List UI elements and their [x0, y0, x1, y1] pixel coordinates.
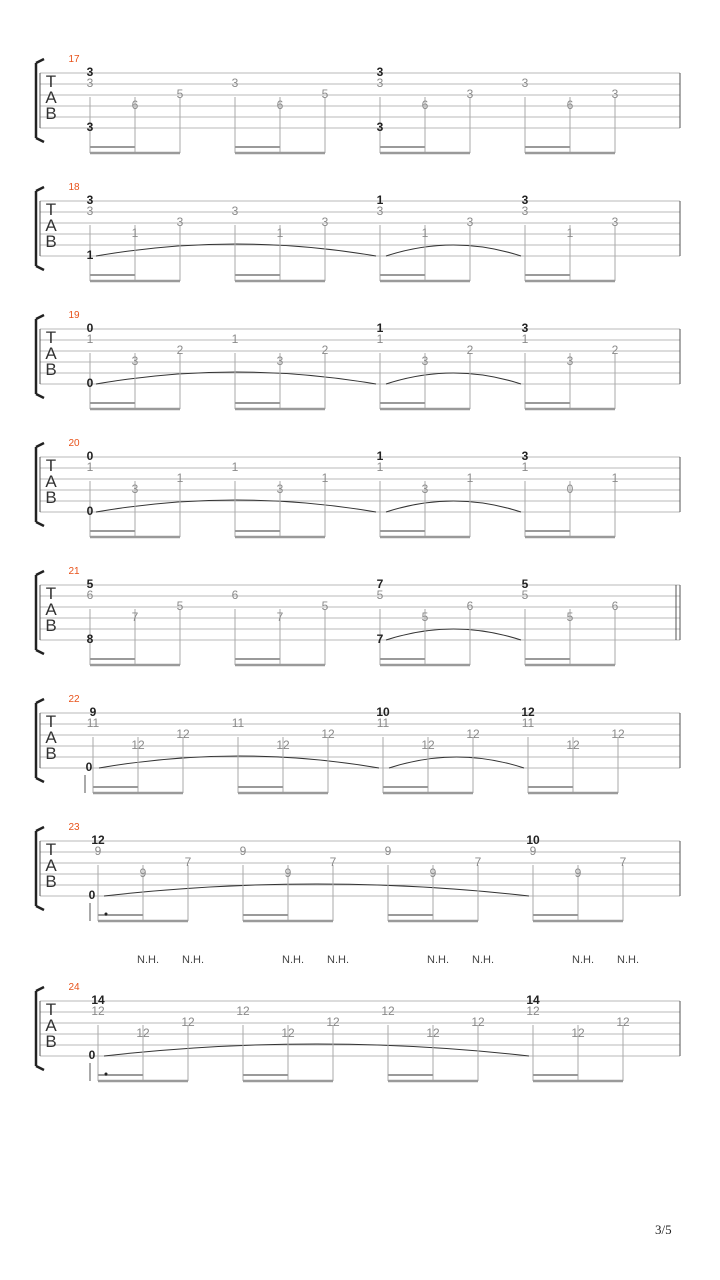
bold-fret-number: 3	[86, 65, 94, 79]
fret-number: 9	[574, 866, 582, 880]
fret-number: 12	[426, 1026, 440, 1040]
tab-clef-letter: T	[45, 712, 57, 731]
fret-number: 1	[86, 460, 94, 474]
nh-label: N.H.	[137, 954, 159, 966]
fret-number: 3	[376, 76, 384, 90]
fret-number: 1	[376, 460, 384, 474]
fret-number: 5	[321, 599, 329, 613]
tie-arc	[96, 244, 376, 256]
fret-number: 5	[176, 599, 184, 613]
fret-number: 12	[526, 1004, 540, 1018]
fret-number: 3	[131, 482, 139, 496]
fret-number: 1	[421, 226, 429, 240]
bold-fret-number: 3	[521, 449, 529, 463]
nh-label: N.H.	[617, 954, 639, 966]
fret-number: 7	[131, 610, 139, 624]
tie-arc	[96, 500, 376, 512]
bold-fret-number: 1	[86, 248, 94, 262]
fret-number: 5	[521, 588, 529, 602]
tie-arc	[389, 757, 524, 768]
fret-number: 11	[521, 716, 535, 730]
bold-fret-number: 14	[526, 993, 540, 1007]
fret-number: 6	[611, 599, 619, 613]
fret-number: 12	[616, 1015, 630, 1029]
tab-clef-letter: B	[45, 488, 57, 507]
bold-fret-number: 3	[521, 321, 529, 335]
fret-number: 2	[611, 343, 619, 357]
tab-system-17	[36, 54, 680, 153]
fret-number: 1	[611, 471, 619, 485]
fret-number: 12	[131, 738, 145, 752]
fret-number: 11	[376, 716, 390, 730]
tab-clef-letter: A	[45, 856, 57, 875]
bold-fret-number: 5	[521, 577, 529, 591]
tab-clef-letter: B	[45, 616, 57, 635]
bold-fret-number: 3	[86, 120, 94, 134]
fret-number: 9	[239, 844, 247, 858]
tie-arc	[96, 372, 376, 384]
tab-clef-letter: T	[45, 328, 57, 347]
tab-clef-letter: A	[45, 216, 57, 235]
fret-number: 3	[176, 215, 184, 229]
bold-fret-number: 0	[85, 760, 93, 774]
fret-number: 1	[86, 332, 94, 346]
tie-arc	[386, 629, 521, 640]
fret-number: 7	[184, 855, 192, 869]
fret-number: 1	[521, 332, 529, 346]
fret-number: 6	[86, 588, 94, 602]
bold-fret-number: 12	[521, 705, 535, 719]
bold-fret-number: 0	[86, 504, 94, 518]
tab-clef-letter: A	[45, 88, 57, 107]
fret-number: 3	[376, 204, 384, 218]
fret-number: 7	[276, 610, 284, 624]
measure-number: 20	[68, 438, 80, 449]
tie-arc	[386, 245, 521, 256]
bold-fret-number: 7	[376, 632, 384, 646]
fret-number: 9	[529, 844, 537, 858]
measure-number: 19	[68, 310, 80, 321]
fret-number: 6	[231, 588, 239, 602]
tab-clef-letter: B	[45, 872, 57, 891]
fret-number: 12	[471, 1015, 485, 1029]
bold-fret-number: 3	[376, 65, 384, 79]
fret-number: 1	[466, 471, 474, 485]
fret-number: 3	[86, 76, 94, 90]
measure-number: 23	[68, 822, 80, 833]
bold-fret-number: 1	[376, 321, 384, 335]
bold-fret-number: 10	[376, 705, 390, 719]
tab-clef-letter: T	[45, 584, 57, 603]
measure-number: 18	[68, 182, 80, 193]
fret-number: 0	[566, 482, 574, 496]
bold-fret-number: 7	[376, 577, 384, 591]
fret-number: 12	[571, 1026, 585, 1040]
fret-number: 3	[521, 76, 529, 90]
fret-number: 7	[474, 855, 482, 869]
fret-number: 1	[566, 226, 574, 240]
bold-fret-number: 0	[88, 1048, 96, 1062]
fret-number: 9	[139, 866, 147, 880]
tie-arc	[104, 1044, 529, 1056]
bold-fret-number: 1	[376, 449, 384, 463]
fret-number: 2	[176, 343, 184, 357]
nh-label: N.H.	[182, 954, 204, 966]
fret-number: 11	[86, 716, 100, 730]
nh-label: N.H.	[572, 954, 594, 966]
fret-number: 6	[466, 599, 474, 613]
tab-system-22	[36, 694, 680, 793]
tab-clef-letter: B	[45, 104, 57, 123]
fret-number: 6	[131, 98, 139, 112]
tie-arc	[104, 884, 529, 896]
tie-arc	[386, 373, 521, 384]
fret-number: 12	[321, 727, 335, 741]
fret-number: 1	[321, 471, 329, 485]
fret-number: 7	[619, 855, 627, 869]
fret-number: 1	[521, 460, 529, 474]
fret-number: 12	[381, 1004, 395, 1018]
nh-label: N.H.	[472, 954, 494, 966]
page-number: 3/5	[655, 1222, 672, 1237]
tab-clef-letter: A	[45, 728, 57, 747]
tie-arc	[99, 756, 379, 768]
fret-number: 6	[566, 98, 574, 112]
fret-number: 3	[466, 87, 474, 101]
fret-number: 1	[231, 332, 239, 346]
measure-number: 21	[68, 566, 80, 577]
tab-system-19	[36, 310, 680, 409]
fret-number: 12	[136, 1026, 150, 1040]
tab-clef-letter: B	[45, 360, 57, 379]
tab-clef-letter: B	[45, 232, 57, 251]
bold-fret-number: 3	[376, 120, 384, 134]
bold-fret-number: 12	[91, 833, 105, 847]
fret-number: 9	[429, 866, 437, 880]
fret-number: 12	[276, 738, 290, 752]
tab-clef-letter: B	[45, 744, 57, 763]
bold-fret-number: 3	[521, 193, 529, 207]
fret-number: 6	[276, 98, 284, 112]
fret-number: 12	[326, 1015, 340, 1029]
fret-number: 5	[376, 588, 384, 602]
tab-clef-letter: T	[45, 200, 57, 219]
fret-number: 3	[611, 215, 619, 229]
dot	[105, 913, 108, 916]
fret-number: 7	[329, 855, 337, 869]
bold-fret-number: 10	[526, 833, 540, 847]
fret-number: 5	[176, 87, 184, 101]
fret-number: 12	[466, 727, 480, 741]
fret-number: 12	[176, 727, 190, 741]
bold-fret-number: 1	[376, 193, 384, 207]
fret-number: 1	[231, 460, 239, 474]
fret-number: 3	[611, 87, 619, 101]
tab-system-21	[36, 566, 680, 665]
bold-fret-number: 14	[91, 993, 105, 1007]
tab-system-18	[36, 182, 680, 281]
fret-number: 3	[86, 204, 94, 218]
fret-number: 12	[566, 738, 580, 752]
fret-number: 3	[276, 482, 284, 496]
fret-number: 3	[421, 354, 429, 368]
fret-number: 2	[321, 343, 329, 357]
fret-number: 6	[421, 98, 429, 112]
measure-number: 24	[68, 982, 80, 993]
fret-number: 1	[131, 226, 139, 240]
tab-clef-letter: T	[45, 456, 57, 475]
fret-number: 1	[176, 471, 184, 485]
fret-number: 5	[566, 610, 574, 624]
bold-fret-number: 5	[86, 577, 94, 591]
bold-fret-number: 0	[88, 888, 96, 902]
nh-label: N.H.	[427, 954, 449, 966]
fret-number: 12	[281, 1026, 295, 1040]
fret-number: 12	[91, 1004, 105, 1018]
measure-number: 17	[68, 54, 80, 65]
measure-number: 22	[68, 694, 80, 705]
fret-number: 1	[376, 332, 384, 346]
fret-number: 5	[321, 87, 329, 101]
tab-clef-letter: A	[45, 344, 57, 363]
dot	[105, 1073, 108, 1076]
fret-number: 12	[421, 738, 435, 752]
tab-system-23	[36, 822, 680, 921]
fret-number: 9	[284, 866, 292, 880]
fret-number: 9	[384, 844, 392, 858]
fret-number: 3	[131, 354, 139, 368]
bold-fret-number: 0	[86, 376, 94, 390]
bold-fret-number: 0	[86, 321, 94, 335]
tab-clef-letter: T	[45, 840, 57, 859]
tab-system-24	[36, 954, 680, 1081]
fret-number: 3	[566, 354, 574, 368]
fret-number: 3	[231, 76, 239, 90]
tab-clef-letter: A	[45, 600, 57, 619]
tab-clef-letter: T	[45, 72, 57, 91]
fret-number: 3	[276, 354, 284, 368]
bold-fret-number: 8	[86, 632, 94, 646]
fret-number: 3	[521, 204, 529, 218]
nh-label: N.H.	[282, 954, 304, 966]
fret-number: 3	[421, 482, 429, 496]
bold-fret-number: 9	[89, 705, 97, 719]
fret-number: 12	[181, 1015, 195, 1029]
tab-clef-letter: T	[45, 1000, 57, 1019]
tie-arc	[386, 501, 521, 512]
fret-number: 2	[466, 343, 474, 357]
bold-fret-number: 3	[86, 193, 94, 207]
tab-system-20	[36, 438, 680, 537]
fret-number: 3	[466, 215, 474, 229]
bold-fret-number: 0	[86, 449, 94, 463]
nh-label: N.H.	[327, 954, 349, 966]
tab-clef-letter: B	[45, 1032, 57, 1051]
fret-number: 11	[231, 716, 245, 730]
fret-number: 1	[276, 226, 284, 240]
fret-number: 12	[236, 1004, 250, 1018]
fret-number: 3	[231, 204, 239, 218]
fret-number: 5	[421, 610, 429, 624]
fret-number: 12	[611, 727, 625, 741]
fret-number: 9	[94, 844, 102, 858]
tab-clef-letter: A	[45, 472, 57, 491]
fret-number: 3	[321, 215, 329, 229]
tab-clef-letter: A	[45, 1016, 57, 1035]
